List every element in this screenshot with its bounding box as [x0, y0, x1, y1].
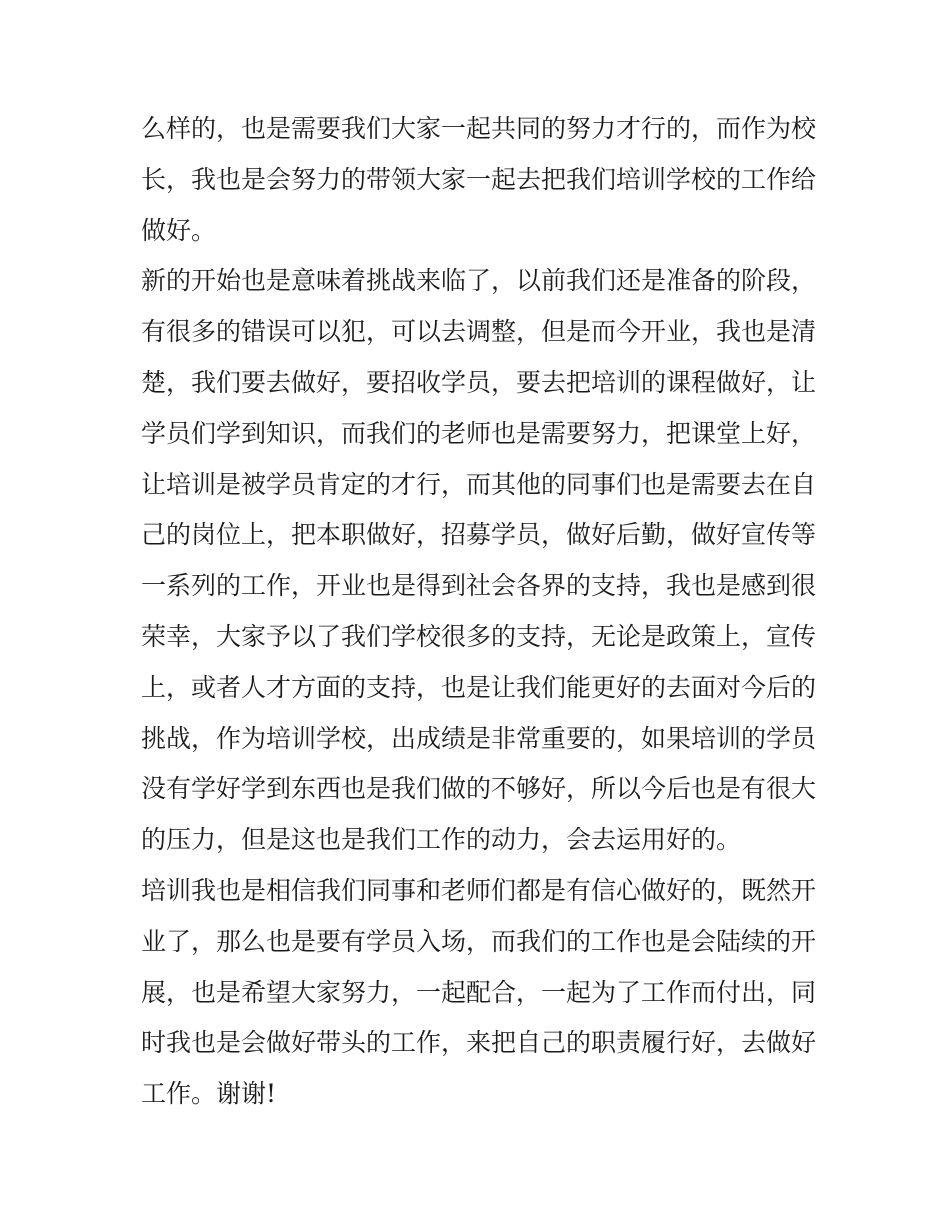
text-line-14: 没有学好学到东西也是我们做的不够好，所以今后也是有很大 [141, 774, 817, 804]
text-line-19: 时我也是会做好带头的工作，来把自己的职责履行好，去做好 [141, 1028, 817, 1058]
text-line-17: 业了，那么也是要有学员入场，而我们的工作也是会陆续的开 [141, 926, 817, 956]
text-line-15: 的压力，但是这也是我们工作的动力，会去运用好的。 [141, 825, 742, 855]
text-line-9: 己的岗位上，把本职做好，招募学员，做好后勤，做好宣传等 [141, 520, 817, 550]
text-line-1: 么样的，也是需要我们大家一起共同的努力才行的，而作为校 [141, 114, 817, 143]
text-line-6: 楚，我们要去做好，要招收学员，要去把培训的课程做好，让 [141, 367, 817, 397]
text-line-13: 挑战，作为培训学校，出成绩是非常重要的，如果培训的学员 [141, 723, 817, 753]
text-line-20: 工作。谢谢! [141, 1079, 277, 1109]
text-line-16: 培训我也是相信我们同事和老师们都是有信心做好的，既然开 [141, 875, 817, 905]
text-line-7: 学员们学到知识，而我们的老师也是需要努力，把课堂上好， [141, 418, 817, 448]
text-line-2: 长，我也是会努力的带领大家一起去把我们培训学校的工作给 [141, 164, 817, 194]
text-line-3: 做好。 [141, 215, 217, 245]
body-text [141, 104, 821, 1120]
text-line-8: 让培训是被学员肯定的才行，而其他的同事们也是需要去在自 [141, 469, 817, 499]
text-line-18: 展，也是希望大家努力，一起配合，一起为了工作而付出，同 [141, 977, 817, 1007]
text-line-5: 有很多的错误可以犯，可以去调整，但是而今开业，我也是清 [141, 317, 817, 347]
text-line-12: 上，或者人才方面的支持，也是让我们能更好的去面对今后的 [141, 672, 817, 702]
text-line-10: 一系列的工作，开业也是得到社会各界的支持，我也是感到很 [141, 571, 817, 601]
text-line-4: 新的开始也是意味着挑战来临了，以前我们还是准备的阶段， [141, 266, 817, 296]
text-line-11: 荣幸，大家予以了我们学校很多的支持，无论是政策上，宣传 [141, 621, 817, 651]
